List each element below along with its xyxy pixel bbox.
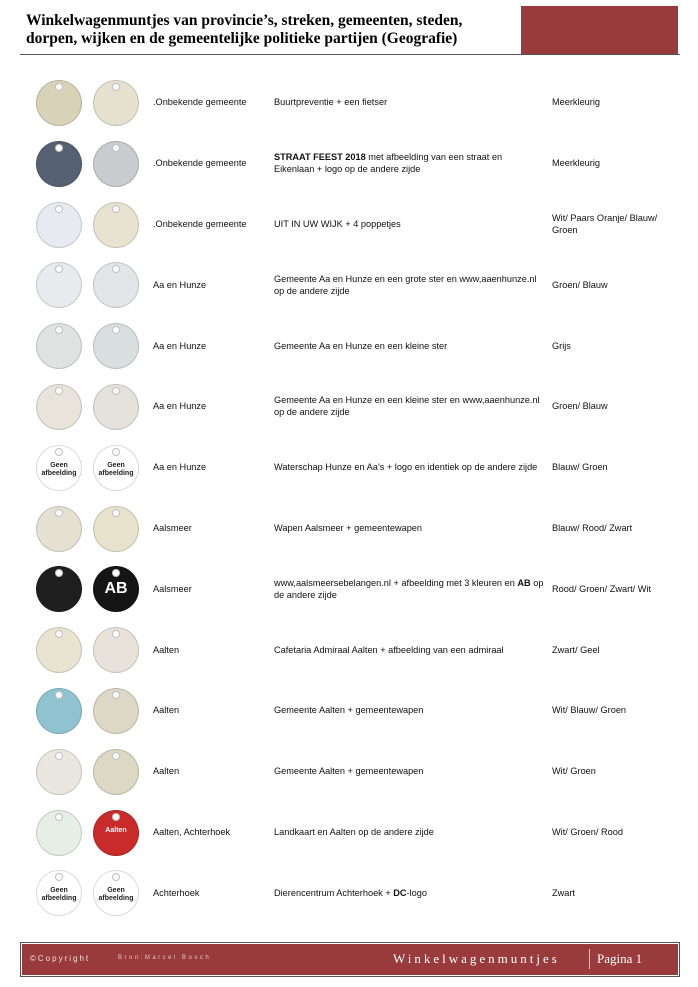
place-name: Aalten, Achterhoek — [153, 826, 231, 837]
coin-back-image — [93, 566, 139, 612]
place-name: .Onbekende gemeente — [153, 97, 247, 108]
coin-hole — [55, 265, 63, 273]
coin-back-image — [93, 141, 139, 187]
coin-front-image — [36, 262, 82, 308]
header-divider — [20, 54, 680, 55]
coin-list — [0, 72, 698, 923]
coin-front-image — [36, 323, 82, 369]
table-row — [0, 315, 698, 376]
description-text: op de andere zijde — [274, 577, 544, 600]
color-description: Zwart/ Geel — [552, 644, 600, 655]
description — [274, 151, 544, 175]
coin-front-image — [36, 688, 82, 734]
description-text: Cafetaria Admiraal Aalten + afbeelding van een admiraal — [274, 644, 504, 655]
coin-hole — [112, 752, 120, 760]
place-name: Aa en Hunze — [153, 340, 207, 351]
coin-hole — [55, 691, 63, 699]
place-name: Achterhoek — [153, 887, 200, 898]
color-description: Meerkleurig — [552, 158, 600, 169]
coin-hole — [112, 873, 120, 881]
page-title: Winkelwagenmuntjes van provincie’s, streken, gemeenten, steden, dorpen, wijken en de gemeentelijke politieke partijen (Geografie) — [26, 12, 463, 47]
place-name: Aalten — [153, 766, 180, 777]
coin-hole — [55, 873, 63, 881]
description-text: www,aalsmeersebelangen.nl + afbeelding met 3 kleuren en — [274, 577, 518, 588]
description-text: Gemeente Aa en Hunze en een kleine ster en www,aaenhunze.nl op de andere zijde — [274, 395, 540, 418]
description — [274, 887, 544, 899]
description — [274, 704, 544, 716]
description-text: Gemeente Aa en Hunze en een kleine ster — [274, 340, 448, 351]
description-text: Dierencentrum Achterhoek + — [274, 887, 394, 898]
color-description: Wit/ Groen/ Rood — [552, 826, 623, 837]
coin-front-image — [36, 80, 82, 126]
description-text: UIT IN UW WIJK + 4 poppetjes — [274, 218, 401, 229]
table-row — [0, 254, 698, 315]
table-row — [0, 680, 698, 741]
place-name: Aa en Hunze — [153, 279, 207, 290]
place-name: Aalsmeer — [153, 522, 192, 533]
coin-hole — [112, 144, 120, 152]
footer — [22, 944, 678, 975]
place-name: .Onbekende gemeente — [153, 218, 247, 229]
coin-label: AB — [104, 580, 128, 598]
table-row — [0, 558, 698, 619]
coin-hole — [112, 387, 120, 395]
table-row — [0, 741, 698, 802]
coin-hole — [55, 448, 63, 456]
coin-back-image — [93, 749, 139, 795]
table-row — [0, 133, 698, 194]
place-name: Aa en Hunze — [153, 462, 207, 473]
coin-front-image — [36, 749, 82, 795]
color-description: Blauw/ Groen — [552, 462, 608, 473]
description — [274, 461, 544, 473]
coin-hole — [55, 387, 63, 395]
place-name: Aa en Hunze — [153, 401, 207, 412]
coin-back-image — [93, 384, 139, 430]
coin-front-image — [36, 566, 82, 612]
place-name: Aalten — [153, 705, 180, 716]
coin-hole — [112, 569, 120, 577]
coin-hole — [55, 630, 63, 638]
color-description: Groen/ Blauw — [552, 279, 608, 290]
coin-hole — [55, 83, 63, 91]
description-bold: STRAAT FEEST 2018 — [274, 152, 366, 163]
description — [274, 826, 544, 838]
table-row — [0, 194, 698, 255]
coin-front-image — [36, 810, 82, 856]
table-row — [0, 862, 698, 923]
place-name: Aalsmeer — [153, 583, 192, 594]
description — [274, 340, 544, 352]
coin-hole — [55, 509, 63, 517]
table-row — [0, 376, 698, 437]
coin-hole — [112, 265, 120, 273]
coin-back-image — [93, 262, 139, 308]
place-name: .Onbekende gemeente — [153, 158, 247, 169]
coin-back-image — [93, 323, 139, 369]
description-text: Buurtpreventie + een fietser — [274, 97, 388, 108]
coin-hole — [55, 144, 63, 152]
description-text: Gemeente Aa en Hunze en een grote ster en www,aaenhunze.nl op de andere zijde — [274, 273, 537, 296]
description — [274, 577, 544, 601]
description-text: Gemeente Aalten + gemeentewapen — [274, 705, 424, 716]
description-text: Landkaart en Aalten op de andere zijde — [274, 826, 434, 837]
coin-hole — [55, 813, 63, 821]
coin-back-image — [93, 506, 139, 552]
color-description: Wit/ Paars Oranje/ Blauw/ Groen — [552, 212, 658, 235]
footer-separator — [589, 949, 590, 969]
source-text: Bron:Marcel Bosch — [118, 955, 212, 961]
description — [274, 644, 544, 656]
footer-brand: Winkelwagenmuntjes — [393, 951, 560, 966]
coin-label: Geen afbeelding — [98, 461, 134, 477]
coin-hole — [55, 326, 63, 334]
description — [274, 96, 544, 108]
color-description: Grijs — [552, 340, 571, 351]
coin-front-image — [36, 506, 82, 552]
coin-back-image — [93, 870, 139, 916]
coin-hole — [112, 813, 120, 821]
table-row — [0, 437, 698, 498]
color-description: Wit/ Blauw/ Groen — [552, 705, 627, 716]
coin-hole — [112, 326, 120, 334]
description-text: Gemeente Aalten + gemeentewapen — [274, 766, 424, 777]
color-description: Wit/ Groen — [552, 766, 596, 777]
coin-hole — [112, 448, 120, 456]
coin-hole — [112, 630, 120, 638]
copyright-text: ©Copyright — [30, 954, 91, 963]
coin-label: Geen afbeelding — [41, 887, 77, 903]
coin-hole — [112, 691, 120, 699]
coin-back-image — [93, 627, 139, 673]
description — [274, 765, 544, 777]
description-text: Wapen Aalsmeer + gemeentewapen — [274, 522, 423, 533]
color-description: Rood/ Groen/ Zwart/ Wit — [552, 583, 652, 594]
coin-front-image — [36, 141, 82, 187]
description-text: met afbeelding van een straat en Eikenlaan + logo op de andere zijde — [274, 152, 503, 175]
description — [274, 522, 544, 534]
coin-label: Geen afbeelding — [98, 887, 134, 903]
description-bold: AB — [517, 577, 531, 588]
page-number: Pagina 1 — [597, 951, 643, 966]
color-description: Groen/ Blauw — [552, 401, 608, 412]
coin-hole — [55, 205, 63, 213]
coin-front-image — [36, 384, 82, 430]
coin-front-image — [36, 202, 82, 248]
coin-front-image — [36, 870, 82, 916]
color-description: Zwart — [552, 887, 575, 898]
coin-hole — [112, 83, 120, 91]
coin-hole — [55, 569, 63, 577]
coin-label: Aalten — [105, 826, 127, 834]
coin-back-image — [93, 80, 139, 126]
place-name: Aalten — [153, 644, 180, 655]
description — [274, 394, 544, 418]
coin-hole — [55, 752, 63, 760]
coin-hole — [112, 509, 120, 517]
coin-front-image — [36, 627, 82, 673]
header-accent-bar — [521, 6, 678, 54]
coin-back-image — [93, 688, 139, 734]
description-text: -logo — [406, 887, 427, 898]
coin-hole — [112, 205, 120, 213]
coin-back-image — [93, 810, 139, 856]
description-text: Waterschap Hunze en Aa’s + logo en identiek op de andere zijde — [274, 462, 538, 473]
table-row — [0, 619, 698, 680]
coin-back-image — [93, 202, 139, 248]
table-row — [0, 72, 698, 133]
coin-back-image — [93, 445, 139, 491]
color-description: Meerkleurig — [552, 97, 600, 108]
table-row — [0, 498, 698, 559]
color-description: Blauw/ Rood/ Zwart — [552, 522, 633, 533]
description — [274, 273, 544, 297]
description — [274, 218, 544, 230]
table-row — [0, 802, 698, 863]
coin-label: Geen afbeelding — [41, 461, 77, 477]
coin-front-image — [36, 445, 82, 491]
description-bold: DC — [393, 887, 407, 898]
